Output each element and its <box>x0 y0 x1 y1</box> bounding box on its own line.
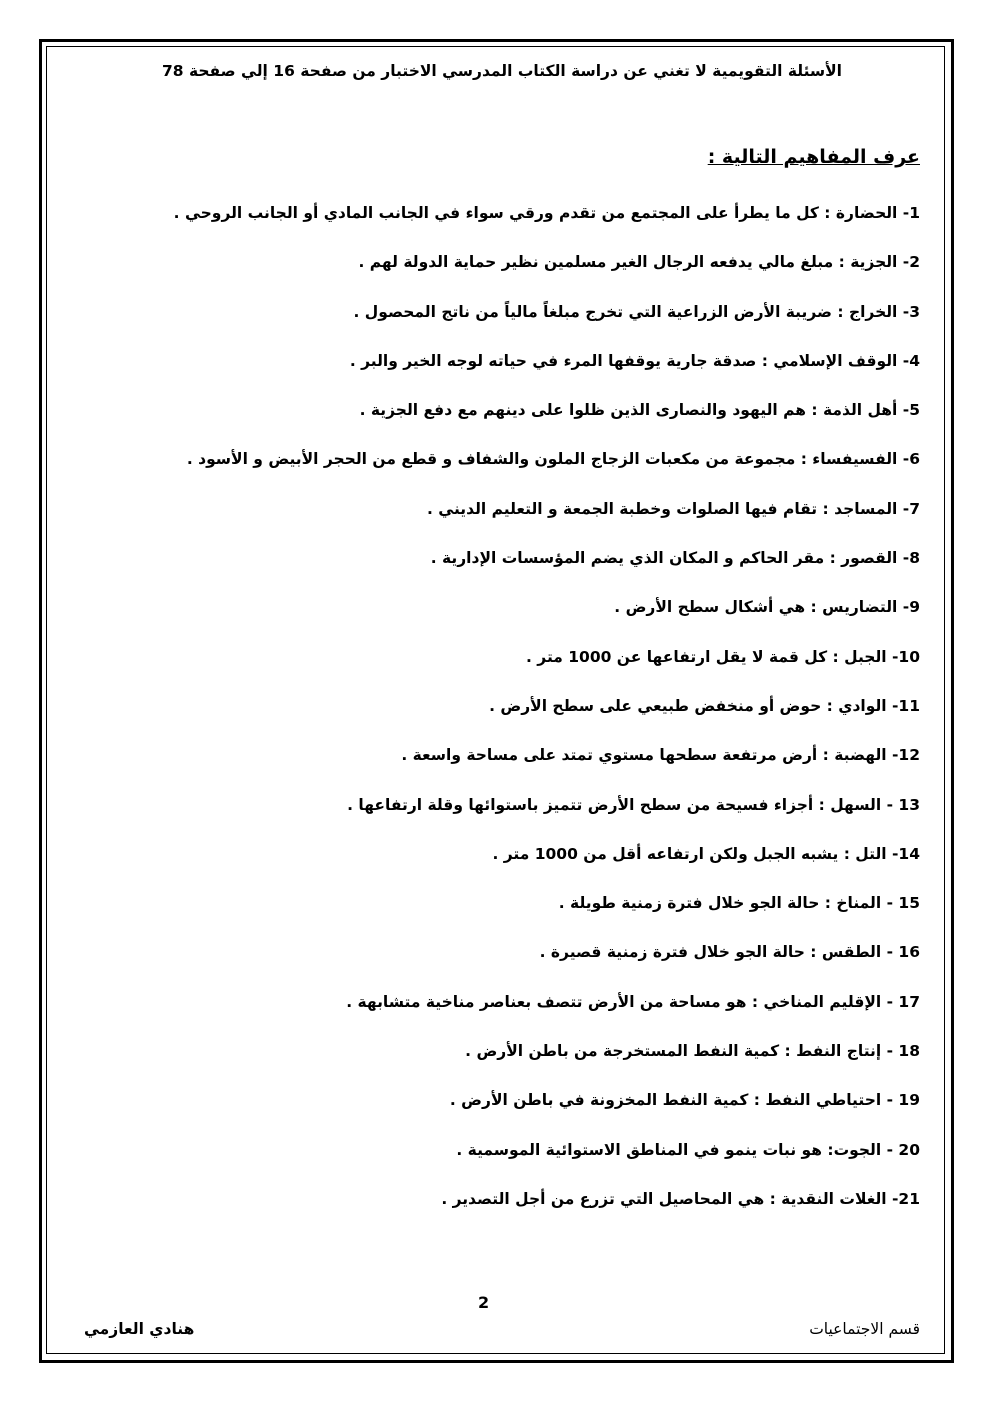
definition-item: 2- الجزية : مبلغ مالي يدفعه الرجال الغير مسلمين نظير حماية الدولة لهم . <box>358 253 920 272</box>
definitions-list <box>140 193 920 1228</box>
footer-department: قسم الاجتماعيات <box>809 1320 920 1338</box>
definition-item: 3- الخراج : ضريبة الأرض الزراعية التي تخرج مبلغاً مالياً من ناتج المحصول . <box>353 302 920 321</box>
definition-item: 13 - السهل : أجزاء فسيحة من سطح الأرض تتميز باستوائها وقلة ارتفاعها . <box>347 795 920 814</box>
footer-author: هنادي العازمي <box>84 1320 195 1338</box>
definition-item: 1- الحضارة : كل ما يطرأ على المجتمع من تقدم ورقي سواء في الجانب المادي أو الجانب الروحي . <box>173 204 920 222</box>
definition-item: 20 - الجوت: هو نبات ينمو في المناطق الاستوائية الموسمية . <box>456 1140 920 1159</box>
page-number: 2 <box>478 1293 490 1312</box>
definition-item: 7- المساجد : تقام فيها الصلوات وخطبة الجمعة و التعليم الديني . <box>427 499 920 518</box>
definition-item: 4- الوقف الإسلامي : صدقة جارية يوقفها المرء في حياته لوجه الخير والبر . <box>349 351 920 370</box>
definition-item: 11- الوادي : حوض أو منخفض طبيعي على سطح الأرض . <box>489 696 920 715</box>
section-title: عرف المفاهيم التالية : <box>707 146 920 168</box>
definition-item: 9- التضاريس : هي أشكال سطح الأرض . <box>614 598 920 617</box>
definition-item: 8- القصور : مقر الحاكم و المكان الذي يضم المؤسسات الإدارية . <box>430 549 920 568</box>
definition-item: 12- الهضبة : أرض مرتفعة سطحها مستوي تمتد على مساحة واسعة . <box>401 746 920 765</box>
definition-item: 18 - إنتاج النفط : كمية النفط المستخرجة من باطن الأرض . <box>465 1042 920 1061</box>
definition-item: 19 - احتياطي النفط : كمية النفط المخزونة في باطن الأرض . <box>449 1091 920 1110</box>
header-note: الأسئلة التقويمية لا تغني عن دراسة الكتاب المدرسي الاختبار من صفحة 16 إلي صفحة 78 <box>161 62 842 80</box>
definition-item: 17 - الإقليم المناخي : هو مساحة من الأرض تتصف بعناصر مناخية متشابهة . <box>346 992 920 1011</box>
definition-item: 6- الفسيفساء : مجموعة من مكعبات الزجاج الملون والشفاف و قطع من الحجر الأبيض و الأسود . <box>186 450 920 469</box>
definition-item: 21- الغلات النقدية : هي المحاصيل التي تزرع من أجل التصدير . <box>441 1189 920 1208</box>
definition-item: 10- الجبل : كل قمة لا يقل ارتفاعها عن 1000 متر . <box>526 647 920 666</box>
definition-item: 16 - الطقس : حالة الجو خلال فترة زمنية قصيرة . <box>539 943 920 962</box>
definition-item: 14- التل : يشبه الجبل ولكن ارتفاعه أقل من 1000 متر . <box>492 844 920 863</box>
definition-item: 5- أهل الذمة : هم اليهود والنصارى الذين ظلوا على دينهم مع دفع الجزية . <box>359 401 920 420</box>
definition-item: 15 - المناخ : حالة الجو خلال فترة زمنية طويلة . <box>558 894 920 913</box>
